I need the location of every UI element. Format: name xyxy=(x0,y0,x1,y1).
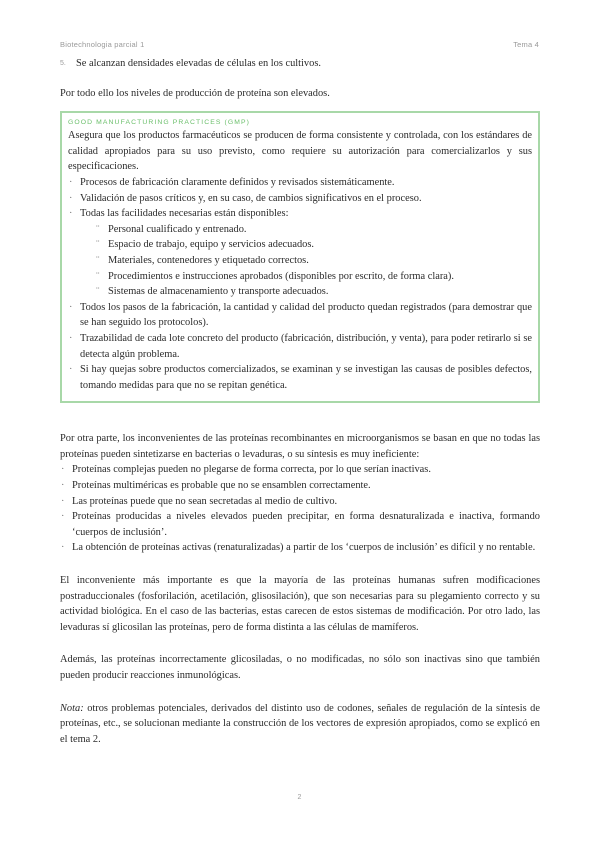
list-item: · Si hay quejas sobre productos comercializados, se examinan y se investigan las causas de posibles defectos, tomando medidas para que no se repitan genética. xyxy=(68,362,532,393)
numbered-item xyxy=(60,56,540,72)
gmp-box xyxy=(60,111,540,403)
sublist-item: ¨ Espacio de trabajo, equipo y servicios adecuados. xyxy=(94,237,532,253)
sublist-item: ¨ Sistemas de almacenamiento y transporte adecuados. xyxy=(94,284,532,300)
list-item: · Trazabilidad de cada lote concreto del producto (fabricación, distribución, y venta), para poder retirarlo si se detecta algún problema. xyxy=(68,331,532,362)
list-item: · Proteínas multiméricas es probable que no se ensamblen correctamente. xyxy=(60,478,540,494)
note-label: Nota: xyxy=(60,702,84,714)
paragraph: Además, las proteínas incorrectamente glicosiladas, o no modificadas, no sólo son inactivas sino que también pueden producir reacciones inmunológicas. xyxy=(60,654,540,681)
gmp-title: GOOD MANUFACTURING PRACTICES (GMP) xyxy=(68,119,251,127)
page-number: 2 xyxy=(297,794,302,801)
list-item: · Proteínas producidas a niveles elevados pueden precipitar, en forma desnaturalizada e inactiva, formando ‘cuerpos de inclusión’. xyxy=(60,509,540,540)
header-left: Biotechnologia parcial 1 xyxy=(60,40,145,49)
gmp-text: Asegura que los productos farmacéuticos se producen de forma consistente y controlada, con los estándares de calidad apropiados para su uso previsto, como requiere su autorización para comercializarlos y sus especificaciones. xyxy=(68,130,532,173)
list-item: · La obtención de proteínas activas (renaturalizadas) a partir de los ‘cuerpos de inclusión’ es difícil y no rentable. xyxy=(60,540,540,556)
list-item: · Las proteínas puede que no sean secretadas al medio de cultivo. xyxy=(60,494,540,510)
item-text: Se alcanzan densidades elevadas de células en los cultivos. xyxy=(76,58,321,69)
list-item: · Validación de pasos críticos y, en su caso, de cambios significativos en el proceso. xyxy=(68,191,532,207)
gmp-sublist xyxy=(80,222,532,300)
intro-conclusion: Por todo ello los niveles de producción de proteína son elevados. xyxy=(60,87,330,99)
sublist-item: ¨ Personal cualificado y entrenado. xyxy=(94,222,532,238)
note-text: otros problemas potenciales, derivados del distinto uso de codones, señales de regulación de la síntesis de proteínas, etc., se solucionan mediante la construcción de los vectores de expresión apropiados, como se explicó en el tema 2. xyxy=(60,702,540,745)
sublist-item: ¨ Materiales, contenedores y etiquetado correctos. xyxy=(94,253,532,269)
item-number: 5. xyxy=(60,60,66,67)
list-item: · Proteínas complejas pueden no plegarse de forma correcta, por lo que serían inactivas. xyxy=(60,462,540,478)
list-item: · Todos los pasos de la fabricación, la cantidad y calidad del producto quedan registrados (para demostrar que se han seguido los protocolos). xyxy=(68,300,532,331)
drawbacks-intro: Por otra parte, los inconvenientes de las proteínas recombinantes en microorganismos se basan en que no todas las proteínas pueden sintetizarse en bacterias o levaduras, o su síntesis es muy ineficiente: xyxy=(60,433,540,460)
paragraph: El inconveniente más importante es que la mayoría de las proteínas humanas sufren modificaciones postraduccionales (fosforilación, acetilación, glisosilación), que son necesarias para su plegamiento correcto y su actividad biológica. En el caso de las bacterias, estas carecen de estos sistemas de modificación. Por otro lado, las levaduras sí glicosilan las proteínas, pero de forma distinta a las células de mamíferos. xyxy=(60,575,540,633)
gmp-list xyxy=(68,175,532,393)
list-item-text: Todas las facilidades necesarias están disponibles: xyxy=(80,208,289,220)
document-body xyxy=(60,56,540,747)
note-paragraph xyxy=(60,701,540,748)
sublist-item: ¨ Procedimientos e instrucciones aprobados (disponibles por escrito, de forma clara). xyxy=(94,269,532,285)
header-right: Tema 4 xyxy=(513,40,539,49)
list-item: · Procesos de fabricación claramente definidos y revisados sistemáticamente. xyxy=(68,175,532,191)
list-item xyxy=(68,206,532,300)
drawbacks-list xyxy=(60,462,540,556)
